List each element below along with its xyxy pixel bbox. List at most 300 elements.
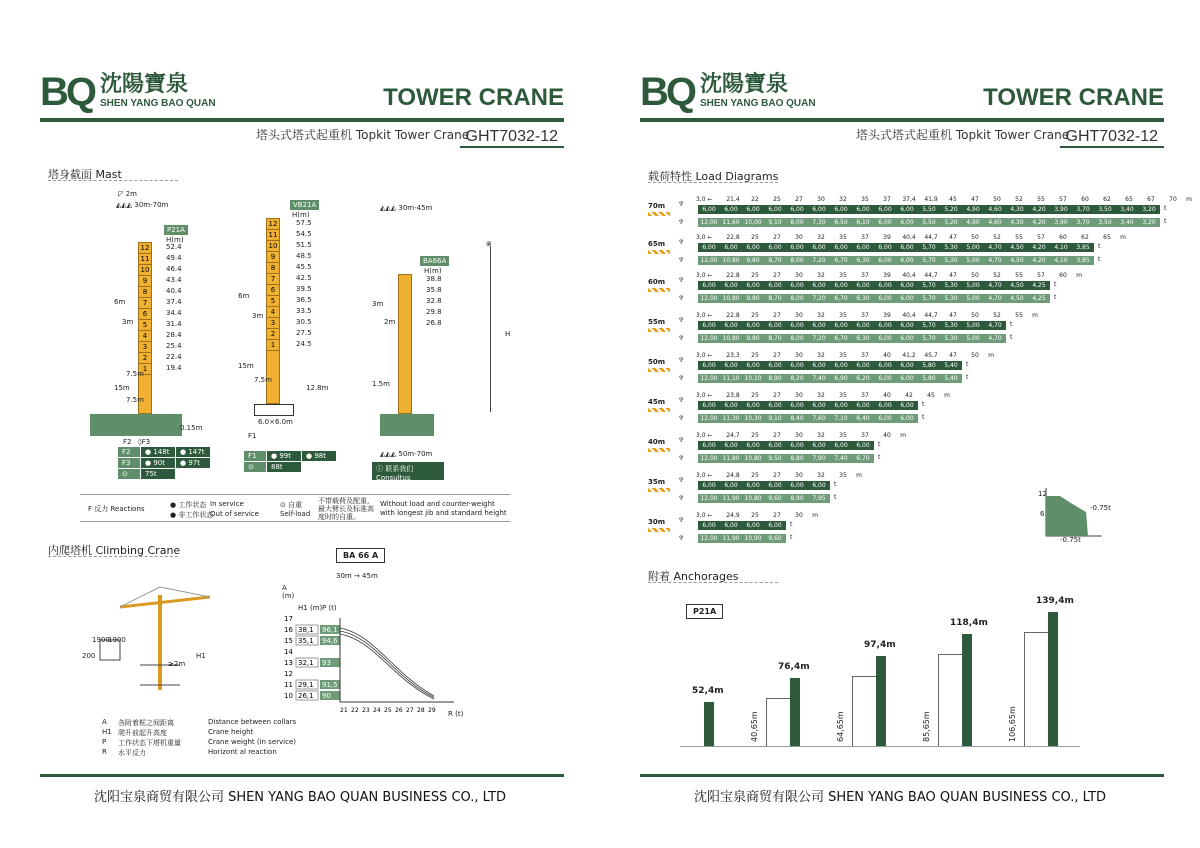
radius-value: 55: [1015, 312, 1023, 319]
reaction-row: [118, 447, 210, 457]
capacity-value: 6,50: [834, 219, 848, 226]
hook-icon: ♆: [678, 516, 685, 524]
capacity-bar-single: [698, 521, 786, 530]
capacity-value: 6,00: [900, 244, 914, 251]
climb-h1-value: 26,1: [298, 692, 314, 700]
capacity-value: 7,10: [834, 415, 848, 422]
radius-row: [696, 312, 1040, 319]
radius-value: 55: [1015, 272, 1023, 279]
radius-value: 27: [773, 272, 781, 279]
capacity-value: 10,90: [744, 535, 762, 542]
capacity-value: 4,90: [966, 219, 980, 226]
radius-value: 40,4: [902, 272, 916, 279]
capacity-value: 4,70: [988, 295, 1002, 302]
capacity-bar-double: [698, 256, 1094, 265]
capacity-value: 6,00: [702, 522, 716, 529]
capacity-value: 6,00: [900, 219, 914, 226]
hook-icon: ♆: [678, 316, 685, 324]
climb-xunit: R (t): [448, 710, 464, 718]
anchorage-column: [790, 678, 800, 746]
radius-value: 60: [1059, 234, 1067, 241]
capacity-value: 6,00: [878, 206, 892, 213]
capacity-value: 6,00: [856, 402, 870, 409]
radius-value: 44,7: [924, 234, 938, 241]
mast-section-title: 塔身截面 Mast: [48, 168, 122, 181]
climb-col-p: P (t): [322, 604, 337, 612]
hook-icon: ♆: [678, 476, 685, 484]
radius-value: 47: [949, 272, 957, 279]
mast-segment: 7: [139, 298, 151, 309]
mast-segment: 9: [139, 276, 151, 287]
reaction-label: F1: [244, 451, 266, 461]
capacity-unit: t: [966, 361, 969, 368]
radius-value: 65: [1103, 234, 1111, 241]
capacity-value: 3,85: [1076, 257, 1090, 264]
capacity-value: 6,00: [702, 482, 716, 489]
climb-x-tick: 26: [395, 707, 403, 714]
capacity-value: 8,70: [768, 295, 782, 302]
logo-mark: BQ: [40, 70, 94, 114]
capacity-value: 6,30: [856, 257, 870, 264]
mast-segment: 4: [139, 331, 151, 342]
capacity-value: 6,40: [856, 415, 870, 422]
capacity-bar-single: [698, 361, 962, 370]
radius-unit: m: [988, 352, 994, 359]
capacity-value: 6,70: [834, 295, 848, 302]
hook-double-icon: ♆: [678, 374, 685, 382]
anchorage-collar-height: 85,65m: [922, 711, 931, 742]
capacity-value: 12,00: [700, 455, 718, 462]
mast-height-value: 26.8: [426, 319, 442, 327]
climb-axes: [340, 618, 454, 702]
mast-segment: 3: [267, 318, 279, 329]
capacity-value: 5,20: [944, 206, 958, 213]
capacity-value: 3,85: [1076, 244, 1090, 251]
vb21a-tag: VB21A: [290, 200, 319, 210]
radius-value: 25: [751, 352, 759, 359]
contact-button[interactable]: [372, 462, 444, 480]
radius-value: 27: [795, 196, 803, 203]
capacity-value: 5,50: [922, 206, 936, 213]
climb-a-tick: 15: [284, 637, 293, 645]
capacity-unit: t: [1164, 205, 1167, 212]
capacity-value: 10,80: [722, 335, 740, 342]
mast-segment: 2: [267, 329, 279, 340]
radius-value: 37: [861, 312, 869, 319]
climb-axis-a: A (m): [282, 584, 295, 600]
capacity-value: 6,00: [812, 442, 826, 449]
climb-a-tick: 14: [284, 648, 293, 656]
capacity-unit: t: [834, 494, 837, 501]
radius-value: 37: [861, 352, 869, 359]
radius-value: 35: [839, 392, 847, 399]
capacity-value: 6,00: [812, 206, 826, 213]
radius-row: [696, 352, 996, 359]
capacity-unit: t: [1010, 321, 1013, 328]
radius-start: 3,0 ←: [696, 392, 713, 399]
capacity-value: 12,00: [700, 415, 718, 422]
capacity-value: 10,80: [744, 455, 762, 462]
capacity-value: 5,00: [966, 295, 980, 302]
radius-unit: m: [1186, 196, 1192, 203]
jib-stripe: [648, 408, 670, 412]
capacity-value: 6,00: [724, 206, 738, 213]
mast-height-value: 22.4: [166, 353, 182, 361]
reaction-value: 88t: [267, 462, 301, 472]
reaction-row: [244, 451, 336, 461]
capacity-value: 6,30: [856, 295, 870, 302]
radius-value: 39: [883, 272, 891, 279]
capacity-value: 6,00: [768, 206, 782, 213]
radius-value: 24,9: [726, 512, 740, 519]
radius-value: 50: [971, 234, 979, 241]
capacity-bar-single: [698, 281, 1050, 290]
capacity-value: 6,00: [790, 244, 804, 251]
hook-double-icon: ♆: [678, 294, 685, 302]
ba66a-range: ◭◭◭ 30m-45m: [380, 204, 433, 212]
capacity-value: 8,40: [790, 415, 804, 422]
p21a-tag: P21A: [164, 225, 188, 235]
climb-x-tick: 27: [406, 707, 414, 714]
radius-unit: m: [1120, 234, 1126, 241]
capacity-value: 9,80: [746, 335, 760, 342]
capacity-value: 11,60: [722, 219, 740, 226]
capacity-value: 6,00: [702, 362, 716, 369]
radius-row: [696, 392, 952, 399]
radius-value: 37: [861, 272, 869, 279]
radius-start: 3,0 ←: [696, 352, 713, 359]
capacity-value: 3,50: [1098, 219, 1112, 226]
logo-cn: 沈陽寶泉: [700, 72, 789, 97]
capacity-value: 7,95: [812, 495, 826, 502]
legend-self-en: Self-load: [280, 510, 311, 518]
mast-height-value: 54.5: [296, 230, 312, 238]
capacity-value: 5,00: [966, 322, 980, 329]
climb-a-tick: 11: [284, 681, 293, 689]
climbing-crane-drawing: [80, 585, 210, 705]
capacity-unit: t: [878, 454, 881, 461]
jib-stripe: [648, 488, 670, 492]
capacity-value: 6,00: [724, 362, 738, 369]
mast-height-value: 28.4: [166, 331, 182, 339]
capacity-value: 4,25: [1032, 282, 1046, 289]
inset-label: -0.75t: [1090, 504, 1111, 512]
capacity-value: 5,40: [944, 375, 958, 382]
capacity-value: 6,00: [834, 206, 848, 213]
capacity-value: 7,30: [812, 219, 826, 226]
capacity-value: 6,00: [746, 522, 760, 529]
capacity-value: 10,80: [744, 495, 762, 502]
mast-segment: 10: [268, 242, 278, 250]
radius-value: 21,4: [726, 196, 740, 203]
capacity-bar-single: [698, 441, 874, 450]
radius-value: 35: [861, 196, 869, 203]
capacity-value: 5,30: [944, 244, 958, 251]
capacity-value: 6,00: [900, 362, 914, 369]
capacity-value: 6,70: [834, 335, 848, 342]
capacity-value: 6,00: [812, 282, 826, 289]
capacity-value: 6,00: [900, 282, 914, 289]
hook-double-icon: ♆: [678, 414, 685, 422]
radius-value: 62: [1081, 234, 1089, 241]
capacity-value: 7,90: [812, 455, 826, 462]
model-number: GHT7032-12: [460, 128, 565, 148]
footer-company: 沈阳宝泉商贸有限公司 SHEN YANG BAO QUAN BUSINESS CO., LTD: [93, 790, 507, 805]
anchorage-column: [962, 634, 972, 746]
capacity-value: 5,30: [944, 335, 958, 342]
jib-stripe: [648, 528, 670, 532]
capacity-value: 6,00: [790, 322, 804, 329]
radius-value: 25: [751, 392, 759, 399]
capacity-value: 6,00: [834, 322, 848, 329]
ba66a-tag: BA66A: [420, 256, 449, 266]
dim-label: 12.8m: [306, 384, 329, 392]
climb-h1-value: 35,1: [298, 637, 314, 645]
radius-value: 40: [883, 352, 891, 359]
capacity-value: 6,00: [790, 402, 804, 409]
climb-p-value: 96,1: [322, 626, 338, 634]
mast-segment: 11: [268, 231, 278, 239]
climb-legend-cn: 水平反力: [118, 749, 146, 757]
subtitle: 塔头式塔式起重机 Topkit Tower Crane: [856, 128, 1070, 142]
radius-value: 23,3: [726, 352, 740, 359]
dim-label: 15m: [238, 362, 254, 370]
capacity-bar-double: [698, 414, 918, 423]
capacity-value: 10,30: [744, 415, 762, 422]
anchorage-column: [704, 702, 714, 746]
capacity-value: 4,50: [1010, 282, 1024, 289]
jib-stripe: [648, 328, 670, 332]
capacity-value: 5,00: [966, 335, 980, 342]
radius-value: 52: [1015, 196, 1023, 203]
climb-legend-cn: 各附着框之间距离: [118, 719, 174, 727]
hook-icon: ⊗: [486, 240, 492, 248]
capacity-bar-double: [698, 454, 874, 463]
capacity-value: 5,70: [922, 244, 936, 251]
ba66a-note-range: ◭◭◭ 50m-70m: [380, 450, 433, 458]
radius-value: 40: [883, 432, 891, 439]
capacity-value: 6,00: [878, 219, 892, 226]
radius-value: 45: [927, 392, 935, 399]
capacity-value: 6,00: [812, 402, 826, 409]
legend-note-cn: 不带载荷及配重，最大臂长及标准高度时的自重。: [318, 497, 374, 521]
climb-x-tick: 24: [373, 707, 381, 714]
capacity-value: 3,20: [1142, 219, 1156, 226]
capacity-unit: t: [1098, 243, 1101, 250]
radius-value: 40: [883, 392, 891, 399]
climb-dim: ≥2m: [168, 660, 186, 668]
capacity-value: 8,70: [768, 257, 782, 264]
jib-length: 45m: [648, 398, 666, 406]
capacity-unit: t: [1054, 281, 1057, 288]
capacity-value: 5,70: [922, 282, 936, 289]
capacity-value: 6,00: [724, 522, 738, 529]
radius-value: 52: [993, 272, 1001, 279]
radius-value: 37: [861, 392, 869, 399]
radius-value: 67: [1147, 196, 1155, 203]
capacity-value: 3,40: [1120, 219, 1134, 226]
jib-length: 30m: [648, 518, 666, 526]
radius-value: 25: [751, 432, 759, 439]
climb-legend-key: H1: [102, 728, 112, 736]
legend-in-en: In service: [210, 500, 244, 508]
radius-value: 27: [773, 512, 781, 519]
reaction-label: ⊙: [244, 462, 266, 472]
reaction-value: ● 147t: [176, 447, 210, 457]
climb-legend-en: Distance between collars: [208, 718, 297, 726]
anchorage-column: [1048, 612, 1058, 746]
radius-value: 32: [817, 234, 825, 241]
capacity-value: 6,00: [878, 322, 892, 329]
capacity-value: 5,50: [922, 219, 936, 226]
radius-value: 32: [817, 432, 825, 439]
radius-value: 44,7: [924, 312, 938, 319]
capacity-value: 3,40: [1120, 206, 1134, 213]
radius-value: 40,4: [902, 312, 916, 319]
jib-stripe: [648, 448, 670, 452]
capacity-value: 6,00: [900, 335, 914, 342]
radius-value: 30: [795, 472, 803, 479]
anchorage-height: 76,4m: [778, 662, 810, 672]
capacity-bar-double: [698, 534, 786, 543]
capacity-value: 3,90: [1054, 206, 1068, 213]
capacity-value: 5,70: [922, 335, 936, 342]
climb-x-tick: 28: [417, 707, 425, 714]
capacity-unit: t: [1098, 256, 1101, 263]
capacity-value: 12,00: [700, 257, 718, 264]
jib-length: 70m: [648, 202, 666, 210]
anchorage-ground: [680, 746, 1080, 747]
radius-value: 30: [795, 512, 803, 519]
header-rule: [640, 118, 1164, 122]
mast-segment: 8: [267, 263, 279, 274]
radius-value: 35: [839, 472, 847, 479]
dim-label: 7.5m: [126, 370, 144, 378]
capacity-value: 9,10: [768, 415, 782, 422]
mast-segment: 9: [267, 252, 279, 263]
hook-icon: ♆: [678, 276, 685, 284]
capacity-value: 11,90: [722, 535, 740, 542]
product-title: TOWER CRANE: [983, 84, 1164, 111]
capacity-value: 6,00: [878, 335, 892, 342]
capacity-value: 6,00: [702, 282, 716, 289]
ba66a-mast: [398, 274, 412, 414]
climb-p-value: 93: [322, 659, 331, 667]
section-divider: [48, 180, 178, 181]
capacity-value: 4,20: [1032, 244, 1046, 251]
climb-a-tick: 17: [284, 615, 293, 623]
right-page: [600, 0, 1200, 848]
capacity-value: 6,00: [834, 282, 848, 289]
radius-row: [696, 234, 1128, 241]
logo-en: SHEN YANG BAO QUAN: [700, 98, 816, 109]
radius-value: 32: [817, 312, 825, 319]
climb-a-tick: 10: [284, 692, 293, 700]
capacity-value: 6,00: [900, 257, 914, 264]
capacity-value: 7,60: [812, 415, 826, 422]
climb-p-value: 90: [322, 692, 331, 700]
capacity-bar-single: [698, 401, 918, 410]
capacity-value: 10,10: [744, 375, 762, 382]
capacity-value: 5,80: [922, 362, 936, 369]
radius-value: 23,8: [726, 392, 740, 399]
mast-height-value: 25.4: [166, 342, 182, 350]
mast-segment: 4: [267, 307, 279, 318]
capacity-value: 6,00: [702, 322, 716, 329]
p21a-unit: H(m): [166, 236, 184, 244]
mast-segment: 1: [139, 364, 151, 375]
hook-icon: ♆: [678, 200, 685, 208]
capacity-value: 12,00: [700, 335, 718, 342]
footer-rule: [640, 774, 1164, 777]
mast-segment: 10: [140, 266, 150, 274]
radius-unit: m: [812, 512, 818, 519]
capacity-unit: t: [878, 441, 881, 448]
radius-value: 57: [1037, 234, 1045, 241]
capacity-value: 6,00: [702, 402, 716, 409]
hook-double-icon: ♆: [678, 454, 685, 462]
climb-x-tick: 29: [428, 707, 436, 714]
anchorage-frame: [938, 654, 962, 746]
radius-value: 52: [993, 234, 1001, 241]
reaction-value: 75t: [141, 469, 175, 479]
anchorage-frame: [766, 698, 790, 746]
reaction-labels: F2 ◊F3: [123, 438, 151, 446]
capacity-value: 6,00: [724, 402, 738, 409]
brand-logo: [40, 70, 220, 114]
radius-value: 35: [839, 352, 847, 359]
capacity-value: 5,00: [966, 244, 980, 251]
capacity-value: 6,70: [856, 455, 870, 462]
radius-row: [696, 432, 908, 439]
subtitle: 塔头式塔式起重机 Topkit Tower Crane: [256, 128, 470, 142]
jib-stripe: [648, 368, 670, 372]
capacity-value: 6,00: [746, 442, 760, 449]
radius-value: 30: [795, 432, 803, 439]
capacity-value: 6,00: [812, 322, 826, 329]
capacity-value: 6,00: [724, 244, 738, 251]
radius-start: 3,0 ←: [696, 432, 713, 439]
climb-model-box: BA 66 A: [336, 548, 385, 563]
mast-height-value: 52.4: [166, 243, 182, 251]
dim-label: 6m: [238, 292, 250, 300]
dim-label: 3m: [372, 300, 384, 308]
capacity-value: 11,90: [722, 495, 740, 502]
radius-value: 52: [993, 312, 1001, 319]
jib-length: 65m: [648, 240, 666, 248]
capacity-value: 9,60: [768, 495, 782, 502]
capacity-value: 6,00: [790, 442, 804, 449]
dim-label: 0.15m: [180, 424, 203, 432]
mast-segment: 8: [139, 287, 151, 298]
capacity-value: 10,80: [722, 257, 740, 264]
radius-value: 35: [839, 234, 847, 241]
climb-a-tick: 13: [284, 659, 293, 667]
capacity-value: 12,00: [700, 375, 718, 382]
capacity-value: 9,10: [768, 219, 782, 226]
inset-label: 12: [1038, 490, 1047, 498]
anchorage-collar-height: 40,65m: [750, 711, 759, 742]
capacity-value: 3,20: [1142, 206, 1156, 213]
jib-length: 40m: [648, 438, 666, 446]
footer-company: 沈阳宝泉商贸有限公司 SHEN YANG BAO QUAN BUSINESS CO., LTD: [693, 790, 1107, 805]
climb-legend-key: R: [102, 748, 107, 756]
radius-value: 41,2: [902, 352, 916, 359]
anchorage-frame: [852, 676, 876, 746]
capacity-value: 9,60: [768, 535, 782, 542]
radius-value: 40,4: [902, 234, 916, 241]
capacity-value: 8,00: [790, 219, 804, 226]
